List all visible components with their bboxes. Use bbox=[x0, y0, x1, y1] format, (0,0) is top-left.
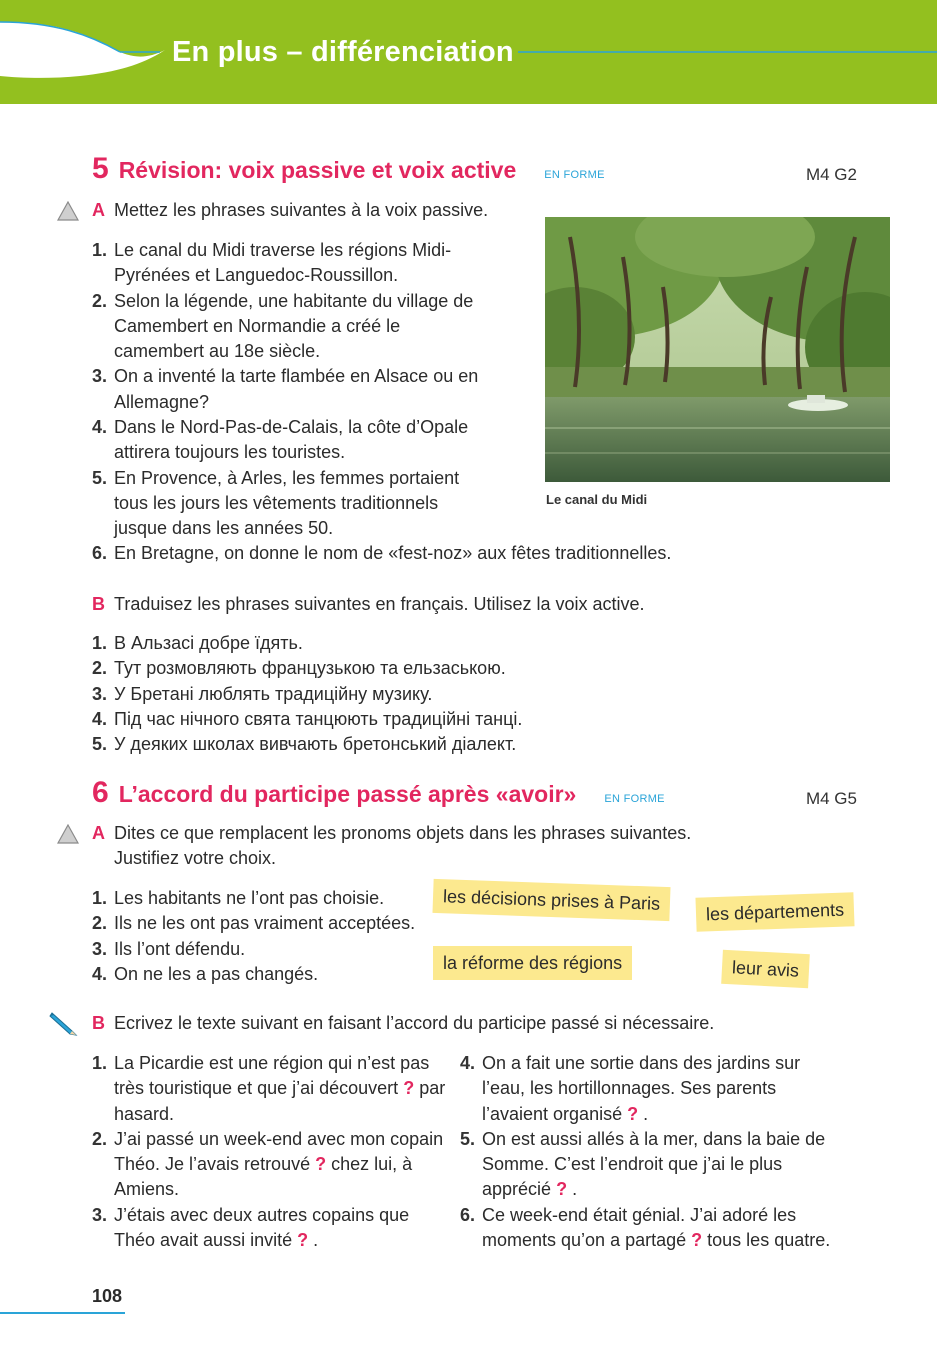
blank-marker: ? bbox=[556, 1179, 568, 1200]
answer-note: leur avis bbox=[721, 950, 810, 989]
section-5-reference: M4 G2 bbox=[805, 165, 857, 184]
blank-marker: ? bbox=[691, 1230, 703, 1251]
section-6-a-list bbox=[92, 886, 452, 987]
list-item: 1. Le canal du Midi traverse les régions Midi-Pyrénées et Languedoc-Roussillon. bbox=[92, 240, 452, 286]
list-item: 2. Тут розмовляють французькою та ельзаською. bbox=[92, 658, 506, 679]
section-6-reference: M4 G5 bbox=[805, 789, 857, 808]
section-6-b-list-left bbox=[92, 1051, 447, 1253]
page-number: 108 bbox=[92, 1286, 123, 1306]
list-item: 6. En Bretagne, on donne le nom de «fest-noz» aux fêtes traditionnelles. bbox=[92, 543, 672, 563]
instruction-text: Dites ce que remplacent les pronoms objets dans les phrases suivantes. bbox=[114, 823, 692, 843]
blank-marker: ? bbox=[315, 1154, 327, 1175]
section-tag: EN FORME bbox=[544, 169, 605, 181]
warning-triangle-icon bbox=[57, 824, 79, 844]
part-letter: A bbox=[92, 823, 105, 843]
blank-marker: ? bbox=[627, 1103, 639, 1124]
section-title: Révision: voix passive et voix active bbox=[118, 157, 517, 183]
list-item: 3. On a inventé la tarte flambée en Alsace ou en Allemagne? bbox=[92, 366, 479, 412]
list-item: 4. On a fait une sortie dans des jardins sur l’eau, les hortillonnages. Ses parents l’avaient organisé ? . bbox=[460, 1053, 801, 1124]
list-item: 4. Dans le Nord-Pas-de-Calais, la côte d’Opale attirera toujours les touristes. bbox=[92, 417, 469, 463]
list-item: 4. On ne les a pas changés. bbox=[92, 963, 319, 984]
instruction-text-2: Justifiez votre choix. bbox=[114, 848, 277, 868]
section-5-b-instruction bbox=[92, 592, 645, 617]
section-title: L’accord du participe passé après «avoir» bbox=[118, 781, 577, 807]
answer-note: la réforme des régions bbox=[433, 946, 632, 980]
section-6-heading bbox=[92, 776, 665, 810]
list-item: 3. У Бретані люблять традиційну музику. bbox=[92, 683, 433, 704]
list-item: 2. Selon la légende, une habitante du village de Camembert en Normandie a créé le camembert au 18e siècle. bbox=[92, 290, 474, 362]
pencil-icon bbox=[48, 1007, 78, 1037]
answer-note: les décisions prises à Paris bbox=[432, 879, 670, 921]
section-6-b-instruction bbox=[92, 1011, 714, 1036]
list-item: 5. У деяких школах вивчають бретонський діалект. bbox=[92, 734, 517, 755]
section-number: 5 bbox=[92, 152, 109, 185]
section-5-heading bbox=[92, 152, 605, 186]
part-letter: B bbox=[92, 594, 105, 614]
section-5-a-list bbox=[92, 238, 492, 542]
list-item: 3. J’étais avec deux autres copains que Théo avait aussi invité ? . bbox=[92, 1204, 410, 1251]
photo-caption: Le canal du Midi bbox=[546, 492, 648, 507]
section-5-a-instruction bbox=[92, 198, 488, 223]
part-letter: A bbox=[92, 200, 105, 220]
list-item: 3. Ils l’ont défendu. bbox=[92, 938, 246, 959]
section-tag: EN FORME bbox=[604, 793, 665, 805]
list-item: 1. Les habitants ne l’ont pas choisie. bbox=[92, 888, 385, 908]
list-item: 1. В Альзасі добре їдять. bbox=[92, 633, 303, 653]
list-item: 4. Під час нічного свята танцюють традиційні танці. bbox=[92, 708, 523, 729]
blank-marker: ? bbox=[297, 1230, 309, 1251]
section-6-b-list-right bbox=[460, 1051, 845, 1253]
header-banner bbox=[0, 0, 937, 104]
page-title: En plus – différenciation bbox=[172, 36, 514, 68]
blank-marker: ? bbox=[403, 1078, 415, 1099]
list-item: 6. Ce week-end était génial. J’ai adoré les moments qu’on a partagé ? tous les quatre. bbox=[460, 1204, 831, 1251]
instruction-text: Traduisez les phrases suivantes en français. Utilisez la voix active. bbox=[114, 594, 645, 614]
instruction-text: Ecrivez le texte suivant en faisant l’accord du participe passé si nécessaire. bbox=[114, 1013, 715, 1033]
canal-photo bbox=[545, 217, 890, 482]
part-letter: B bbox=[92, 1013, 105, 1033]
footer-rule bbox=[0, 1312, 125, 1314]
instruction-text: Mettez les phrases suivantes à la voix passive. bbox=[114, 200, 489, 220]
list-item: 2. Ils ne les ont pas vraiment acceptées. bbox=[92, 913, 416, 934]
list-item: 1. La Picardie est une région qui n’est pas très touristique et que j’ai découvert ? par hasard. bbox=[92, 1053, 446, 1124]
warning-triangle-icon bbox=[57, 201, 79, 221]
list-item: 5. On est aussi allés à la mer, dans la baie de Somme. C’est l’endroit que j’ai le plus apprécié ? . bbox=[460, 1128, 826, 1200]
section-6-a-instruction bbox=[92, 821, 691, 871]
section-5-b-list bbox=[92, 631, 792, 757]
section-5-a-list-cont bbox=[92, 541, 792, 566]
list-item: 5. En Provence, à Arles, les femmes portaient tous les jours les vêtements traditionnels jusque dans les années 50. bbox=[92, 467, 460, 539]
list-item: 2. J’ai passé un week-end avec mon copain Théo. Je l’avais retrouvé ? chez lui, à Amiens. bbox=[92, 1128, 444, 1200]
section-number: 6 bbox=[92, 776, 109, 809]
answer-note: les départements bbox=[695, 892, 854, 931]
